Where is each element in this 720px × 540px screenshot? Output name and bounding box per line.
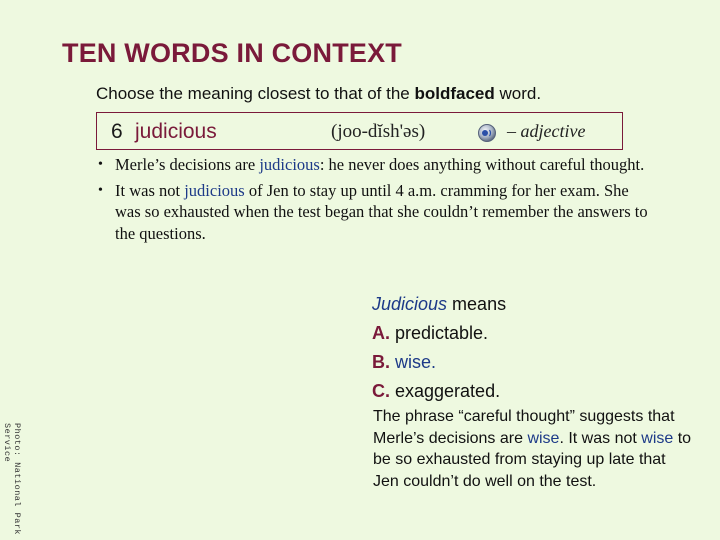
option-a[interactable]	[372, 319, 506, 348]
example-highlight-word: judicious	[259, 155, 320, 174]
example-sentences	[98, 154, 658, 248]
example-text: It was not	[115, 180, 185, 200]
option-letter: B.	[372, 352, 390, 372]
speaker-icon[interactable]	[477, 123, 497, 143]
instruction-prefix: Choose the meaning closest to that of the	[96, 84, 415, 103]
question-means: means	[447, 294, 507, 314]
option-text: predictable.	[390, 323, 489, 343]
explanation-part: The phrase “careful thought” suggests that Merle’s decisions are	[373, 408, 675, 447]
part-of-speech: – adjective	[507, 121, 586, 141]
example-text: : he never does anything without careful thought.	[319, 155, 645, 174]
explanation-part: to be so exhausted from staying up late that Jen couldn’t do well on the test.	[373, 429, 692, 490]
explanation-text	[373, 406, 693, 492]
explanation-highlight: wise	[641, 429, 674, 447]
explanation-part: . It was not	[559, 429, 642, 447]
example-item	[98, 180, 658, 245]
bullet-icon: •	[98, 157, 103, 172]
instruction-bold: boldfaced	[414, 84, 495, 103]
example-text: Merle’s decisions are	[115, 155, 260, 174]
option-letter: A.	[372, 323, 390, 343]
example-item	[98, 154, 658, 176]
page-title: TEN WORDS IN CONTEXT	[62, 38, 402, 68]
question-stem	[372, 290, 506, 319]
instruction-suffix: word.	[494, 84, 542, 103]
explanation-highlight: wise	[527, 429, 560, 447]
pronunciation: (joo-dĭsh'əs)	[331, 121, 426, 142]
bullet-icon: •	[98, 182, 103, 198]
question-block	[372, 290, 506, 406]
option-b[interactable]	[372, 348, 506, 377]
instruction-text	[96, 84, 541, 104]
example-highlight-word: judicious	[184, 180, 245, 200]
option-text: exaggerated.	[390, 381, 501, 401]
example-text: of Jen to stay up until 4 a.m. cramming for her exam. She was so exhausted when the test began that she couldn’t remember the answers to the questions.	[115, 180, 648, 243]
vocab-word: judicious	[135, 120, 217, 143]
option-text: wise.	[390, 352, 437, 372]
vocab-word-box	[96, 112, 623, 150]
option-c[interactable]	[372, 377, 506, 406]
word-number: 6	[111, 120, 123, 143]
photo-credit: Photo: National Park Service	[2, 423, 22, 536]
option-letter: C.	[372, 381, 390, 401]
question-word: Judicious	[372, 294, 448, 314]
